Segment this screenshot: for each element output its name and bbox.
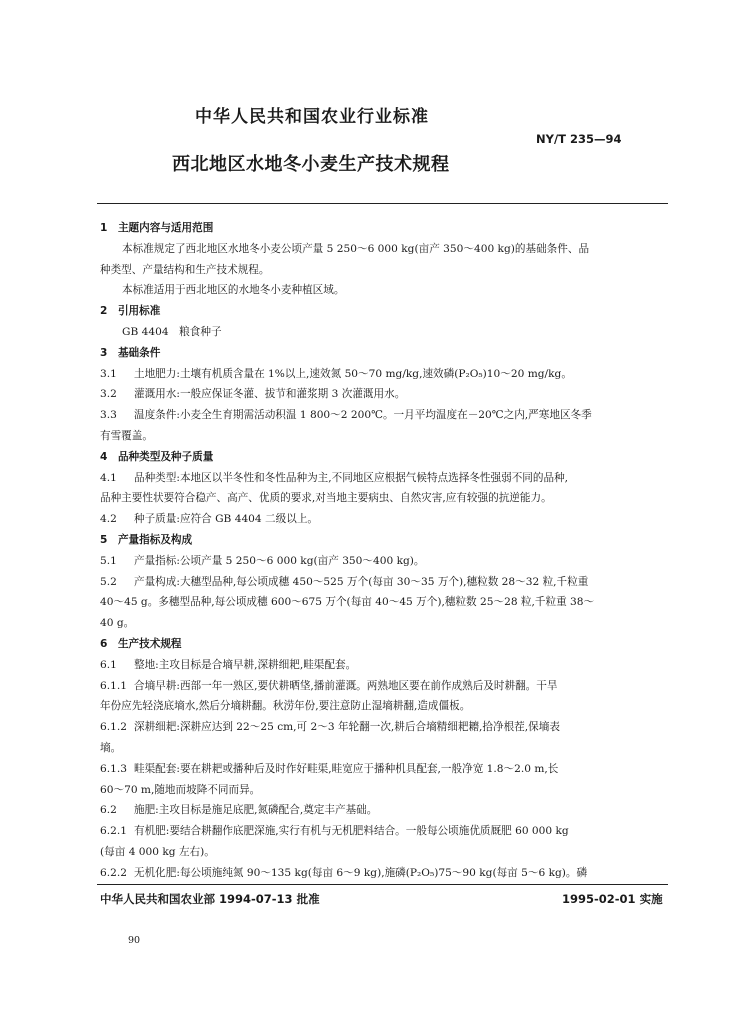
clause-line	[100, 364, 666, 385]
reference-item: GB 4404 粮食种子	[122, 325, 222, 338]
clause-text: 有机肥:要结合耕翻作底肥深施,实行有机与无机肥料结合。一般每公顷施优质厩肥 60 000 kg	[134, 825, 569, 838]
clause-number: 3.2	[100, 388, 117, 401]
clause-text: 合墒早耕:西部一年一熟区,要伏耕晒垡,播前灌溉。两熟地区要在前作成熟后及时耕翻。干旱	[134, 679, 558, 692]
clause-line	[100, 468, 666, 489]
section-heading-2: 2 引用标准	[100, 305, 161, 318]
clause-continuation: 年份应先轻浇底墒水,然后分墒耕翻。秋涝年份,要注意防止湿墒耕翻,造成僵板。	[100, 700, 471, 713]
clause-line	[100, 863, 666, 884]
page-number: 90	[128, 935, 141, 946]
paragraph-line: 本标准规定了西北地区水地冬小麦公顷产量 5 250～6 000 kg(亩产 350～400 kg)的基础条件、品	[122, 242, 590, 255]
clause-line	[100, 759, 666, 780]
clause-text: 整地:主攻目标是合墒早耕,深耕细耙,畦渠配套。	[134, 658, 357, 671]
standard-category-title: 中华人民共和国农业行业标准	[195, 107, 429, 127]
clause-number: 6.2	[100, 804, 117, 817]
clause-text: 种子质量:应符合 GB 4404 二级以上。	[134, 513, 319, 526]
approval-line: 中华人民共和国农业部 1994-07-13 批准	[100, 892, 320, 906]
clause-number: 6.1.1	[100, 679, 127, 692]
document-body	[100, 218, 666, 884]
clause-line	[100, 509, 666, 530]
section-heading-3: 3 基础条件	[100, 346, 161, 359]
clause-text: 施肥:主攻目标是施足底肥,氮磷配合,奠定丰产基础。	[134, 804, 378, 817]
standard-code: NY/T 235—94	[536, 132, 622, 146]
clause-number: 6.1.3	[100, 762, 127, 775]
clause-line	[100, 551, 666, 572]
clause-continuation: 60～70 m,随地而坡降不同而异。	[100, 783, 261, 796]
clause-line	[100, 717, 666, 738]
clause-text: 产量指标:公顷产量 5 250～6 000 kg(亩产 350～400 kg)。	[134, 554, 425, 567]
clause-line	[100, 676, 666, 697]
section-heading-6: 6 生产技术规程	[100, 637, 182, 650]
clause-text: 畦渠配套:要在耕耙或播种后及时作好畦渠,畦宽应于播种机具配套,一般净宽 1.8～2.0 m,长	[134, 762, 559, 775]
clause-text: 温度条件:小麦全生育期需活动积温 1 800～2 200℃。一月平均温度在－20℃之内,严寒地区冬季	[134, 409, 592, 422]
clause-line	[100, 655, 666, 676]
clause-text: 无机化肥:每公顷施纯氮 90～135 kg(每亩 6～9 kg),施磷(P₂O₅)75～90 kg(每亩 5～6 kg)。磷	[134, 866, 588, 879]
clause-number: 6.1.2	[100, 721, 127, 734]
clause-line	[100, 821, 666, 842]
clause-number: 4.1	[100, 471, 117, 484]
clause-number: 6.2.2	[100, 866, 127, 879]
clause-continuation: 40 g。	[100, 617, 135, 630]
clause-continuation: 品种主要性状要符合稳产、高产、优质的要求,对当地主要病虫、自然灾害,应有较强的抗逆能力。	[100, 492, 552, 505]
clause-number: 3.3	[100, 409, 117, 422]
clause-number: 6.1	[100, 658, 117, 671]
clause-number: 3.1	[100, 367, 117, 380]
clause-text: 品种类型:本地区以半冬性和冬性品种为主,不同地区应根据气候特点选择冬性强弱不同的品种,	[134, 471, 569, 484]
clause-number: 4.2	[100, 513, 117, 526]
clause-number: 5.1	[100, 554, 117, 567]
clause-continuation: 有雪覆盖。	[100, 429, 153, 442]
section-heading-1: 1 主题内容与适用范围	[100, 222, 214, 234]
clause-number: 5.2	[100, 575, 117, 588]
clause-text: 产量构成:大穗型品种,每公顷成穗 450～525 万个(每亩 30～35 万个),穗粒数 28～32 粒,千粒重	[134, 575, 589, 588]
clause-continuation: 墒。	[100, 741, 122, 754]
clause-continuation: 40～45 g。多穗型品种,每公顷成穗 600～675 万个(每亩 40～45 万个),穗粒数 25～28 粒,千粒重 38～	[100, 596, 595, 609]
clause-line	[100, 384, 666, 405]
footer-divider	[97, 884, 668, 885]
clause-line	[100, 800, 666, 821]
clause-continuation: (每亩 4 000 kg 左右)。	[100, 845, 215, 858]
clause-text: 深耕细耙:深耕应达到 22～25 cm,可 2～3 年轮翻一次,耕后合墒精细耙耱,拾净根茬,保墒表	[134, 721, 560, 734]
clause-text: 土地肥力:土壤有机质含量在 1%以上,速效氮 50～70 mg/kg,速效磷(P₂O₅)10～20 mg/kg。	[134, 367, 572, 380]
document-title: 西北地区水地冬小麦生产技术规程	[172, 154, 450, 175]
section-heading-4: 4 品种类型及种子质量	[100, 450, 214, 463]
clause-text: 灌溉用水:一般应保证冬灌、拔节和灌浆期 3 次灌溉用水。	[134, 388, 406, 401]
header-divider	[97, 203, 668, 204]
clause-line	[100, 572, 666, 593]
paragraph-line: 本标准适用于西北地区的水地冬小麦种植区域。	[122, 284, 345, 297]
paragraph-line: 种类型、产量结构和生产技术规程。	[100, 263, 270, 276]
clause-number: 6.2.1	[100, 825, 127, 838]
section-heading-5: 5 产量指标及构成	[100, 533, 193, 546]
clause-line	[100, 405, 666, 426]
implementation-date: 1995-02-01 实施	[562, 892, 663, 906]
